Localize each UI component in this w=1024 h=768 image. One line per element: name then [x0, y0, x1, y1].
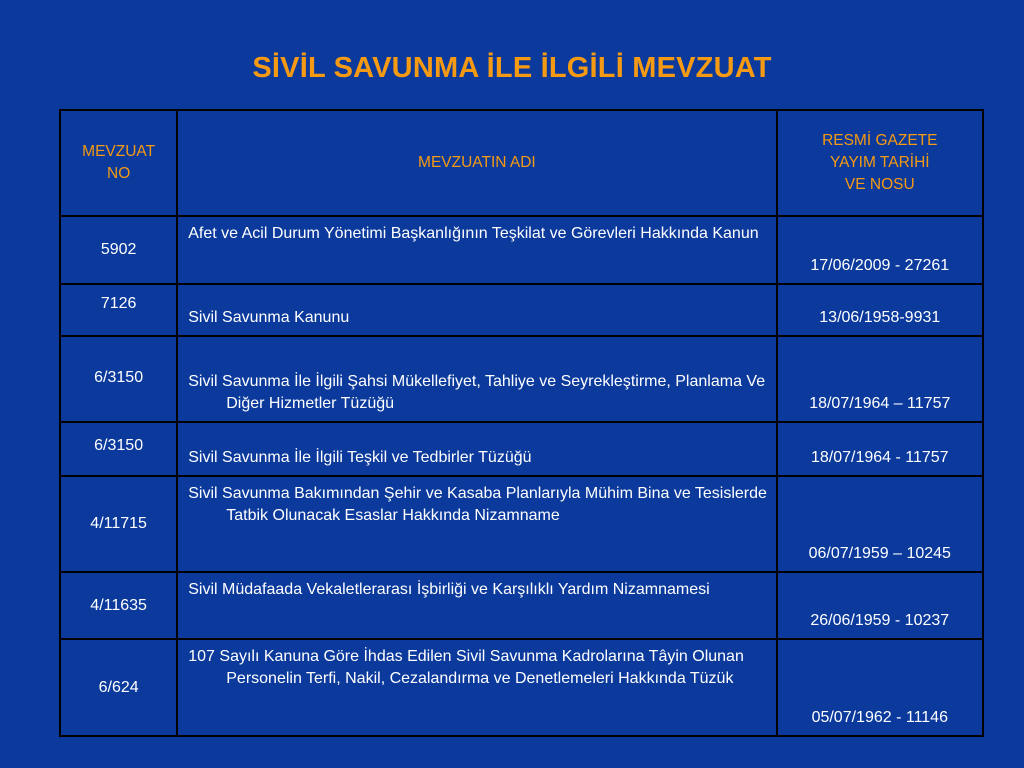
row-name-text: Sivil Savunma Kanunu — [188, 309, 350, 326]
row-date: 05/07/1962 - 11146 — [777, 639, 983, 736]
row-date: 18/07/1964 – 11757 — [777, 336, 983, 422]
row-name — [177, 336, 776, 422]
table-row — [60, 284, 983, 336]
row-name — [177, 639, 776, 736]
row-date: 17/06/2009 - 27261 — [777, 216, 983, 284]
table-row — [60, 476, 983, 572]
row-no: 6/3150 — [60, 336, 177, 422]
row-date: 18/07/1964 - 11757 — [777, 422, 983, 476]
header-mevzuat-adi: MEVZUATIN ADI — [177, 110, 776, 216]
row-no: 4/11715 — [60, 476, 177, 572]
row-name-text: Afet ve Acil Durum Yönetimi Başkanlığının Teşkilat ve Görevleri Hakkında Kanun — [188, 225, 759, 242]
row-name-text: Sivil Savunma Bakımından Şehir ve Kasaba Planlarıyla Mühim Bina ve Tesislerde Tatbik Olunacak Esaslar Hakkında Nizamname — [188, 485, 767, 524]
header-mevzuat-no: MEVZUAT NO — [60, 110, 177, 216]
table-row — [60, 336, 983, 422]
row-no: 4/11635 — [60, 572, 177, 639]
row-no: 7126 — [60, 284, 177, 336]
row-date: 26/06/1959 - 10237 — [777, 572, 983, 639]
row-name — [177, 572, 776, 639]
row-name-text: Sivil Müdafaada Vekaletlerarası İşbirliği ve Karşılıklı Yardım Nizamnamesi — [188, 581, 710, 598]
row-no: 6/624 — [60, 639, 177, 736]
row-name — [177, 422, 776, 476]
row-name-text: 107 Sayılı Kanuna Göre İhdas Edilen Sivil Savunma Kadrolarına Tâyin Olunan Personelin Terfi, Nakil, Cezalandırma ve Denetlemeleri Hakkında Tüzük — [188, 648, 744, 687]
slide-title: SİVİL SAVUNMA İLE İLGİLİ MEVZUAT — [252, 52, 772, 84]
table-header-row — [60, 110, 983, 216]
row-date: 06/07/1959 – 10245 — [777, 476, 983, 572]
row-date: 13/06/1958-9931 — [777, 284, 983, 336]
row-name — [177, 476, 776, 572]
row-name-text: Sivil Savunma İle İlgili Teşkil ve Tedbirler Tüzüğü — [188, 449, 532, 466]
row-no: 5902 — [60, 216, 177, 284]
table-row — [60, 216, 983, 284]
row-name — [177, 284, 776, 336]
header-resmi-gazete: RESMİ GAZETE YAYIM TARİHİ VE NOSU — [777, 110, 983, 216]
table-row — [60, 639, 983, 736]
legislation-table — [59, 109, 984, 737]
row-name — [177, 216, 776, 284]
row-no: 6/3150 — [60, 422, 177, 476]
row-name-text: Sivil Savunma İle İlgili Şahsi Mükellefiyet, Tahliye ve Seyrekleştirme, Planlama Ve Diğer Hizmetler Tüzüğü — [188, 373, 766, 412]
table-row — [60, 422, 983, 476]
table-row — [60, 572, 983, 639]
